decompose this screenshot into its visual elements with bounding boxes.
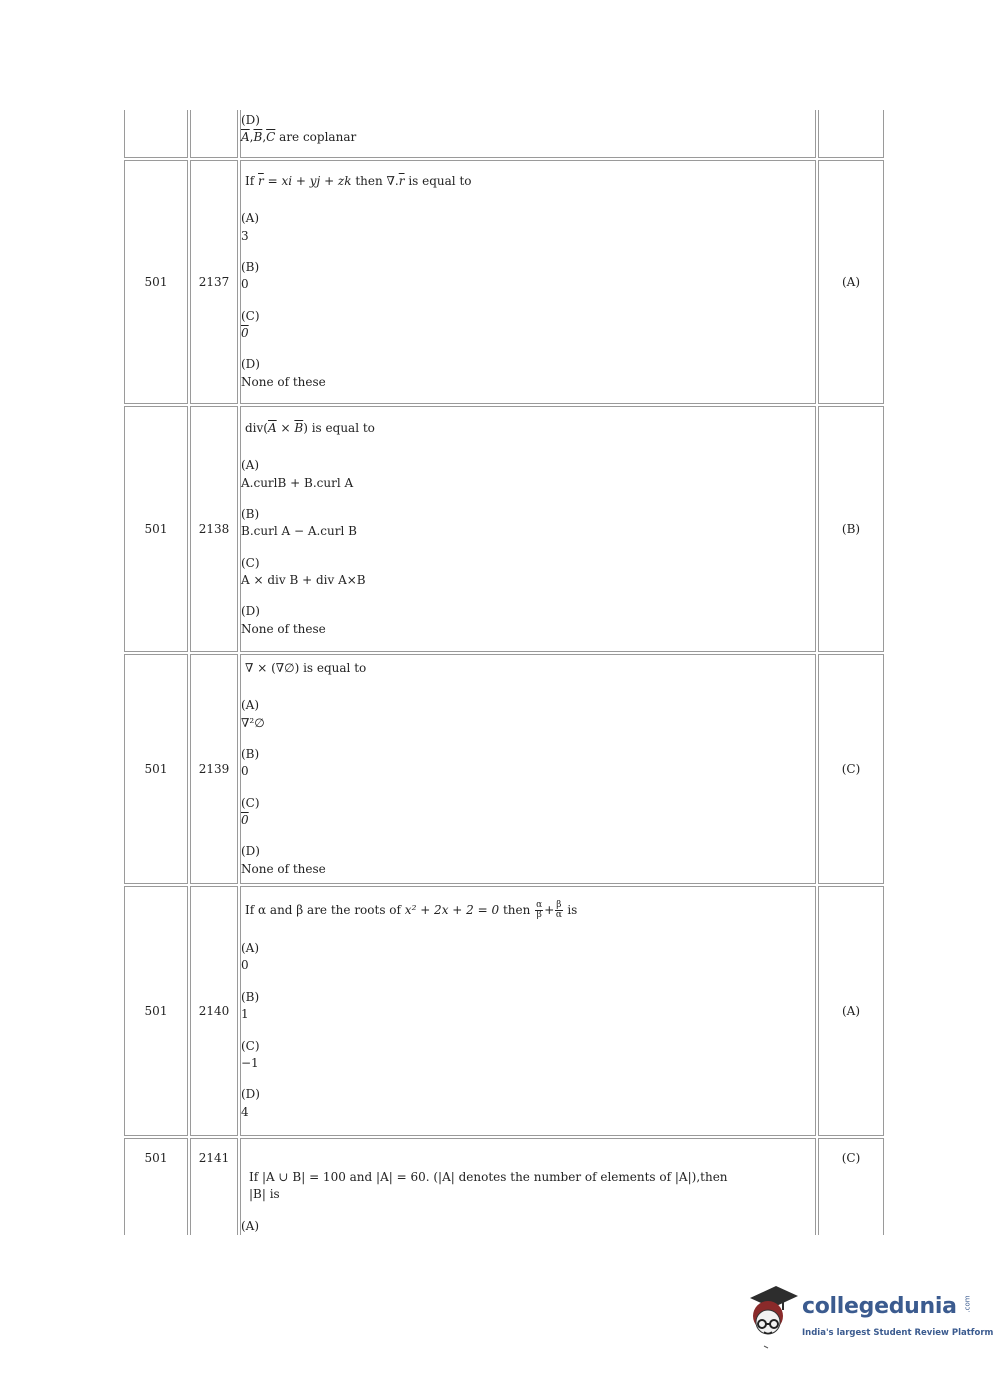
- subject-code-cell: 501: [124, 1138, 188, 1235]
- option: (A) A.curlB + B.curl A: [241, 458, 354, 490]
- option: (B) 1: [241, 989, 260, 1022]
- brand-tagline: India's largest Student Review Platform: [802, 1328, 994, 1338]
- brand-suffix: .com: [963, 1295, 972, 1313]
- option: (D) None of these: [241, 357, 326, 389]
- question-cell: [240, 886, 816, 1136]
- brand-name: collegedunia: [802, 1294, 957, 1319]
- option: (D) None of these: [241, 844, 326, 876]
- subject-code-cell: 501: [124, 160, 188, 404]
- question-stem: If |A ∪ B| = 100 and |A| = 60. (|A| denotes the number of elements of |A|),then |B| is: [249, 1170, 728, 1202]
- answer-cell: (C): [818, 654, 884, 884]
- subject-code-cell: 501: [124, 886, 188, 1136]
- answer-cell: (A): [818, 160, 884, 404]
- question-number-cell: 2141: [190, 1138, 238, 1235]
- fraction: $\frac{\alpha}{\beta}$: [536, 899, 543, 920]
- table-row: [124, 1138, 884, 1235]
- question-stem: If α and β are the roots of x² + 2x + 2 = 0 then $\frac{\alpha}{\beta}$ + $\frac{\beta}{\alpha}$ is: [245, 899, 578, 920]
- question-number-cell: 2137: [190, 160, 238, 404]
- question-stem: $div(\overline{A} \times \overline{B})$ is equal to: [245, 420, 375, 435]
- option: [241, 112, 815, 147]
- answer-cell: [818, 110, 884, 158]
- subject-code-cell: 501: [124, 654, 188, 884]
- collegedunia-logo: [742, 1280, 994, 1352]
- table-row: [124, 160, 884, 404]
- answer-cell: (C): [818, 1138, 884, 1235]
- table-row: [124, 654, 884, 884]
- option: (D) 4: [241, 1087, 260, 1119]
- subject-code-cell: 501: [124, 406, 188, 652]
- question-cell: [240, 406, 816, 652]
- mascot-icon: [742, 1280, 800, 1352]
- question-cell: [240, 654, 816, 884]
- option: (A) ∇²∅: [241, 698, 265, 730]
- question-cell: [240, 1138, 816, 1235]
- question-number-cell: 2140: [190, 886, 238, 1136]
- question-stem: If $\overline{r}$ = xi + yj + zk then $\nabla.\overline{r}$ is equal to: [245, 173, 472, 188]
- subject-code-cell: [124, 110, 188, 158]
- question-number-cell: 2139: [190, 654, 238, 884]
- option: (B) 0: [241, 259, 260, 292]
- table-row: [124, 110, 884, 158]
- option: (A) 0: [241, 940, 260, 973]
- option: (A) 3: [241, 211, 260, 243]
- question-table: [122, 108, 886, 1237]
- option: (C) A × div B + div A×B: [241, 555, 366, 588]
- option: (C) −1: [241, 1038, 260, 1070]
- question-number-cell: [190, 110, 238, 158]
- table-row: [124, 886, 884, 1136]
- option-value: $\overline{A},\overline{B},\overline{C}$ are coplanar: [241, 130, 357, 145]
- option: (B) 0: [241, 746, 260, 779]
- option-label: (D): [241, 113, 260, 127]
- table-row: [124, 406, 884, 652]
- option: (C) 0: [241, 795, 260, 828]
- option: (C) 0: [241, 308, 260, 341]
- question-cell: [240, 160, 816, 404]
- option: (A): [241, 1218, 260, 1233]
- option: (B) B.curl A − A.curl B: [241, 506, 357, 539]
- answer-cell: (A): [818, 886, 884, 1136]
- question-cell: [240, 110, 816, 158]
- option: (D) None of these: [241, 604, 326, 636]
- answer-cell: (B): [818, 406, 884, 652]
- question-stem: ∇ × (∇∅) is equal to: [245, 660, 367, 675]
- question-number-cell: 2138: [190, 406, 238, 652]
- fraction: $\frac{\beta}{\alpha}$: [555, 899, 562, 920]
